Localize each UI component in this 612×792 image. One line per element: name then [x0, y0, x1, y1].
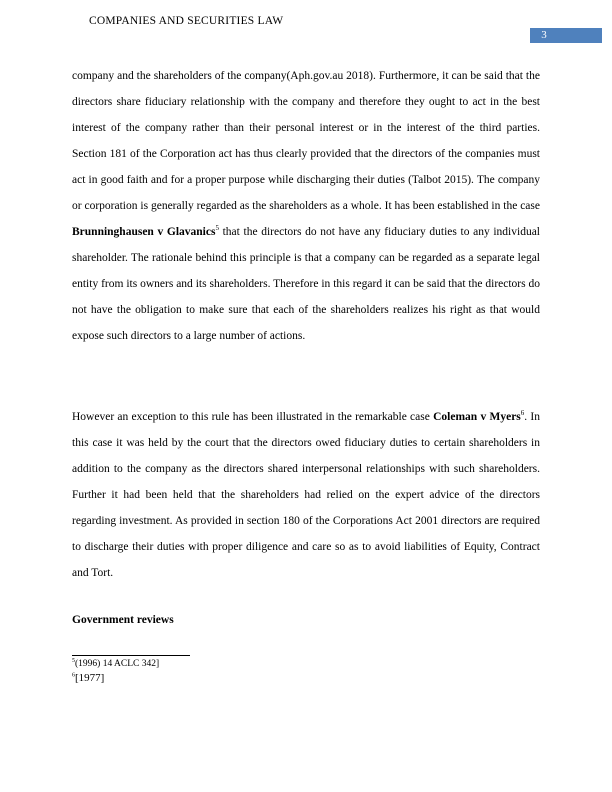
paragraph-text: However an exception to this rule has been illustrated in the remarkable case	[72, 411, 434, 423]
footnote-text: (1996) 14 ACLC 342]	[75, 659, 160, 669]
footnote-5	[72, 659, 159, 669]
case-name-coleman: Coleman v Myers	[433, 411, 521, 423]
page-number-bar	[530, 28, 602, 43]
footnote-ref-5: 5	[215, 224, 219, 233]
page-number: 3	[541, 29, 547, 41]
body-paragraph-2	[72, 404, 540, 586]
footnote-separator	[72, 655, 190, 656]
footnote-ref-6: 6	[520, 409, 525, 418]
footnote-marker: 5	[72, 657, 75, 664]
paragraph-text: . In this case it was held by the court that the directors owed fiduciary duties to certain shareholders in addition to the company as the directors shared interpersonal relationships with such shareholders. Further it had been held that the shareholders had relied on the expert advice of the directors regarding investment. As provided in section 180 of the Corporations Act 2001 directors are required to discharge their duties with proper diligence and care so as to avoid liabilities of Equity, Contract and Tort.	[72, 411, 541, 579]
footnote-marker: 6	[72, 672, 75, 679]
paragraph-text: company and the shareholders of the company(Aph.gov.au 2018). Furthermore, it can be said that the directors share fiduciary relationship with the company and therefore they ought to act in the best interest of the company rather than their personal interest or in the interest of the third parties. Section 181 of the Corporation act has thus clearly provided that the directors of the companies must act in good faith and for a proper purpose while discharging their duties (Talbot 2015). The company or corporation is generally regarded as the shareholders as a whole. It has been established in the case	[72, 70, 540, 212]
footnote-text: [1977]	[75, 672, 105, 684]
footnote-6	[72, 672, 104, 684]
running-head: COMPANIES AND SECURITIES LAW	[89, 15, 284, 27]
paragraph-text: that the directors do not have any fiduciary duties to any individual shareholder. The rationale behind this principle is that a company can be regarded as a separate legal entity from its owners and its shareholders. Therefore in this regard it can be said that the directors do not have the obligation to make sure that each of the shareholders realizes his right as that would expose such directors to a large number of actions.	[72, 226, 540, 342]
case-name-brunninghausen: Brunninghausen v Glavanics	[72, 226, 216, 238]
section-heading: Government reviews	[72, 614, 174, 626]
body-paragraph-1	[72, 63, 540, 349]
